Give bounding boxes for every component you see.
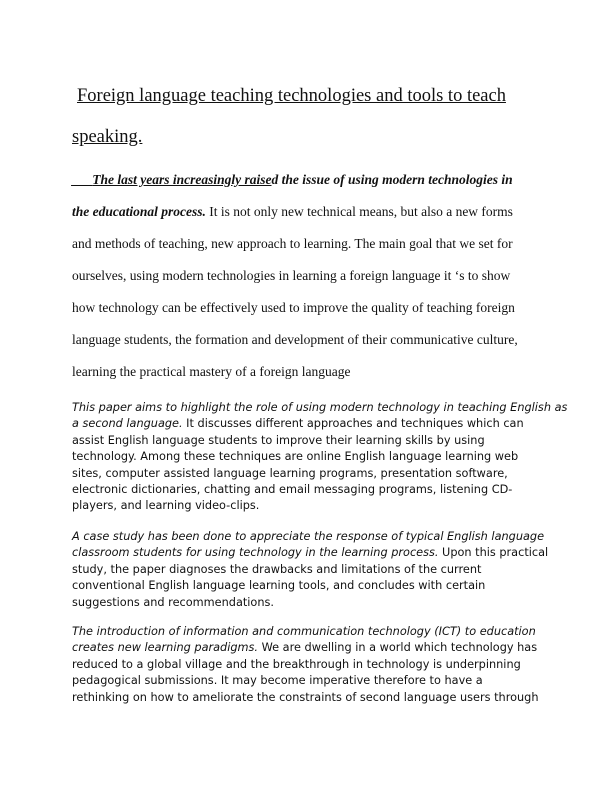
intro-line2-rest: It is not only new technical means, but also a new forms	[205, 204, 513, 219]
intro-line-4: ourselves, using modern technologies in learning a foreign language it ‘s to show	[72, 268, 511, 283]
document-title-line-2: speaking.	[72, 127, 143, 147]
paragraph-1	[72, 400, 568, 515]
p3-line-3: reduced to a global village and the breakthrough in technology is underpinning	[72, 657, 521, 671]
p1-line-2	[72, 416, 542, 432]
p2-line-4: conventional English language learning tools, and concludes with certain	[72, 579, 486, 593]
p3-line-4: pedagogical submissions. It may become imperative therefore to have a	[72, 674, 483, 688]
p1-line-6: electronic dictionaries, chatting and email messaging programs, listening CD-	[72, 483, 513, 497]
p1-line-7: players, and learning video-clips.	[72, 499, 260, 513]
p2-line-2	[72, 545, 549, 561]
p2-line-1: A case study has been done to appreciate the response of typical English language	[72, 530, 545, 543]
p1-line-2-italic: a second language.	[72, 417, 183, 431]
p3-line-5: rethinking on how to ameliorate the constraints of second language users through	[72, 690, 539, 704]
intro-line-3: and methods of teaching, new approach to learning. The main goal that we set for	[72, 236, 513, 251]
p3-line-2	[72, 640, 542, 656]
document-title-line-1: Foreign language teaching technologies and tools to teach	[77, 86, 506, 106]
p2-line-2-italic: classroom students for using technology in the learning process.	[72, 546, 439, 560]
intro-lead-rest: d the issue of using modern technologies in	[271, 172, 513, 187]
intro-line-1	[72, 173, 542, 187]
paragraph-2	[72, 529, 549, 611]
intro-line2-bold: the educational process.	[72, 204, 206, 219]
p1-line-1: This paper aims to highlight the role of using modern technology in teaching English as	[72, 401, 568, 414]
intro-line-5: how technology can be effectively used to improve the quality of teaching foreign	[72, 300, 515, 315]
p1-line-3: assist English language students to improve their learning skills by using	[72, 433, 485, 447]
intro-lead-spaces: ___	[72, 172, 93, 187]
intro-lead-underlined: The last years increasingly raise	[92, 172, 272, 187]
intro-line-7: learning the practical mastery of a foreign language	[72, 364, 351, 379]
p3-line-2-rest: We are dwelling in a world which technology has	[258, 641, 538, 655]
intro-line-6: language students, the formation and development of their communicative culture,	[72, 332, 518, 347]
p1-line-2-rest: It discusses different approaches and techniques which can	[182, 417, 524, 431]
p2-line-3: study, the paper diagnoses the drawbacks and limitations of the current	[72, 562, 482, 576]
p1-line-4: technology. Among these techniques are online English language learning web	[72, 450, 519, 464]
p3-line-2-italic: creates new learning paradigms.	[72, 641, 259, 655]
p2-line-5: suggestions and recommendations.	[72, 595, 274, 609]
p1-line-5: sites, computer assisted language learning programs, presentation software,	[72, 466, 508, 480]
p2-line-2-rest: Upon this practical	[438, 546, 549, 560]
intro-line-2	[72, 205, 542, 219]
paragraph-3	[72, 624, 542, 706]
p3-line-1: The introduction of information and communication technology (ICT) to education	[72, 625, 536, 638]
